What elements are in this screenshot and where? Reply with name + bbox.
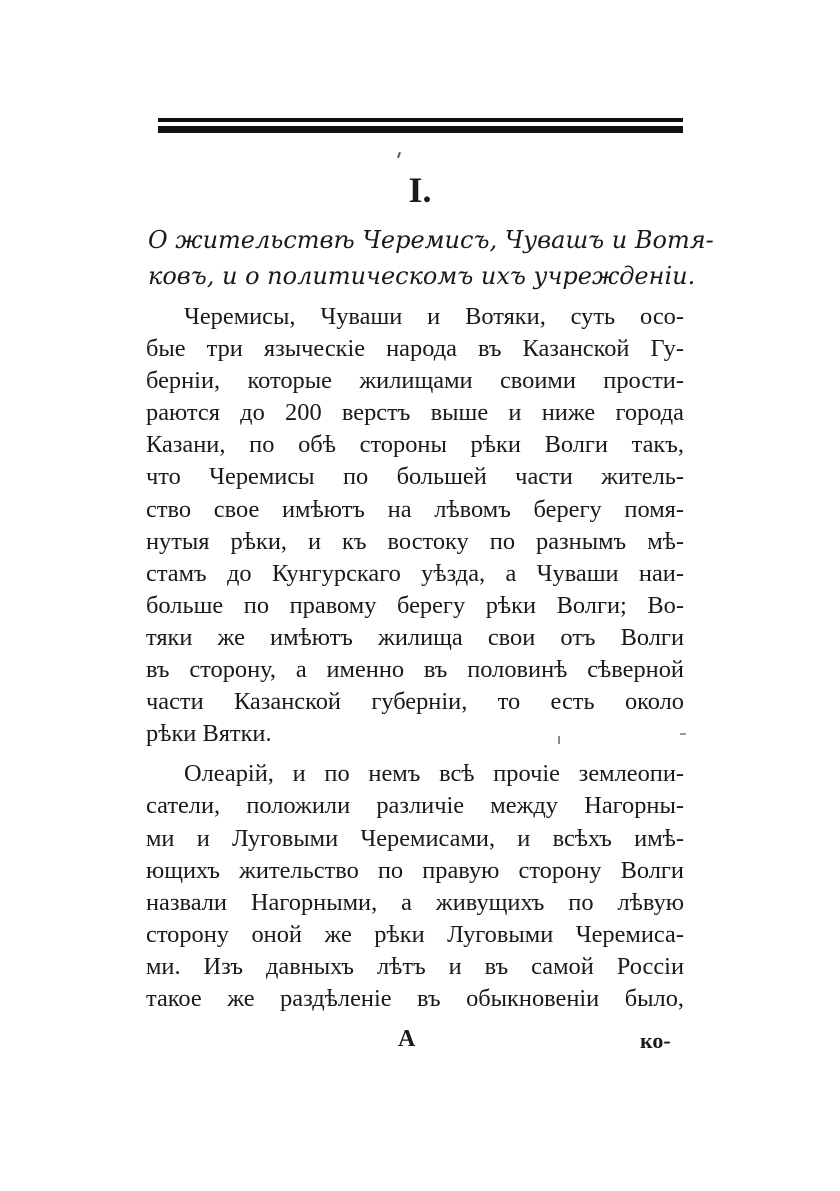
catchword: ко- (640, 1028, 671, 1053)
paragraph-1-line: что Черемисы по большей части житель- (146, 463, 684, 491)
paragraph-2-line: ющихъ жительство по правую сторону Волги (146, 856, 684, 884)
paragraph-2-line: назвали Нагорными, а живущихъ по лѣвую (146, 888, 684, 916)
heading-line: ковъ, и о политическомъ ихъ учрежденіи. (148, 262, 696, 290)
ink-speck (680, 733, 686, 735)
chapter-heading (148, 222, 714, 294)
signature-mark: А (398, 1026, 416, 1052)
paragraph-1-line: нутыя рѣки, и къ востоку по разнымъ мѣ- (146, 527, 684, 555)
paragraph-2-line: сатели, положили различіе между Нагорны- (146, 792, 684, 820)
paragraph-gap (146, 750, 684, 758)
paragraph-1-line: части Казанской губерніи, то есть около (146, 688, 684, 716)
paragraph-1-line: раются до 200 верстъ выше и ниже города (146, 399, 684, 427)
paragraph-1-line: въ сторону, а именно въ половинѣ сѣверной (146, 656, 684, 684)
paragraph-1-line: стамъ до Кунгурскаго уѣзда, а Чуваши наи- (146, 559, 684, 587)
paragraph-1-line: бые три языческіе народа въ Казанской Гу- (146, 335, 684, 363)
heading-line: О жительствѣ Черемисъ, Чувашъ и Вотя- (148, 226, 714, 254)
body-text (146, 301, 684, 1015)
ink-speck (397, 152, 401, 158)
paragraph-2-line: Олеарій, и по немъ всѣ прочіе землеопи- (184, 760, 684, 788)
chapter-number: I. (408, 170, 432, 210)
paragraph-1-line: больше по правому берегу рѣки Волги; Во- (146, 591, 684, 619)
paragraph-1-line: Черемисы, Чуваши и Вотяки, суть осо- (184, 303, 684, 330)
top-rule-thick (158, 126, 683, 133)
paragraph-2-line: такое же раздѣленіе въ обыкновеніи было, (146, 984, 684, 1012)
ink-speck (558, 736, 560, 744)
paragraph-1-line: берніи, которые жилищами своими прости- (146, 367, 684, 395)
paragraph-1-line: Казани, по обѣ стороны рѣки Волги такъ, (146, 431, 684, 459)
paragraph-1-line: ство свое имѣютъ на лѣвомъ берегу помя- (146, 495, 684, 523)
paragraph-2-line: ми. Изъ давныхъ лѣтъ и въ самой Россіи (146, 952, 684, 980)
paragraph-1-line: тяки же имѣютъ жилища свои отъ Волги (146, 623, 684, 651)
paragraph-2-line: ми и Луговыми Черемисами, и всѣхъ имѣ- (146, 824, 684, 852)
paragraph-2-line: сторону оной же рѣки Луговыми Черемиса- (146, 920, 684, 948)
top-rule-thin (158, 118, 683, 122)
paragraph-1-line: рѣки Вятки. (146, 720, 272, 748)
